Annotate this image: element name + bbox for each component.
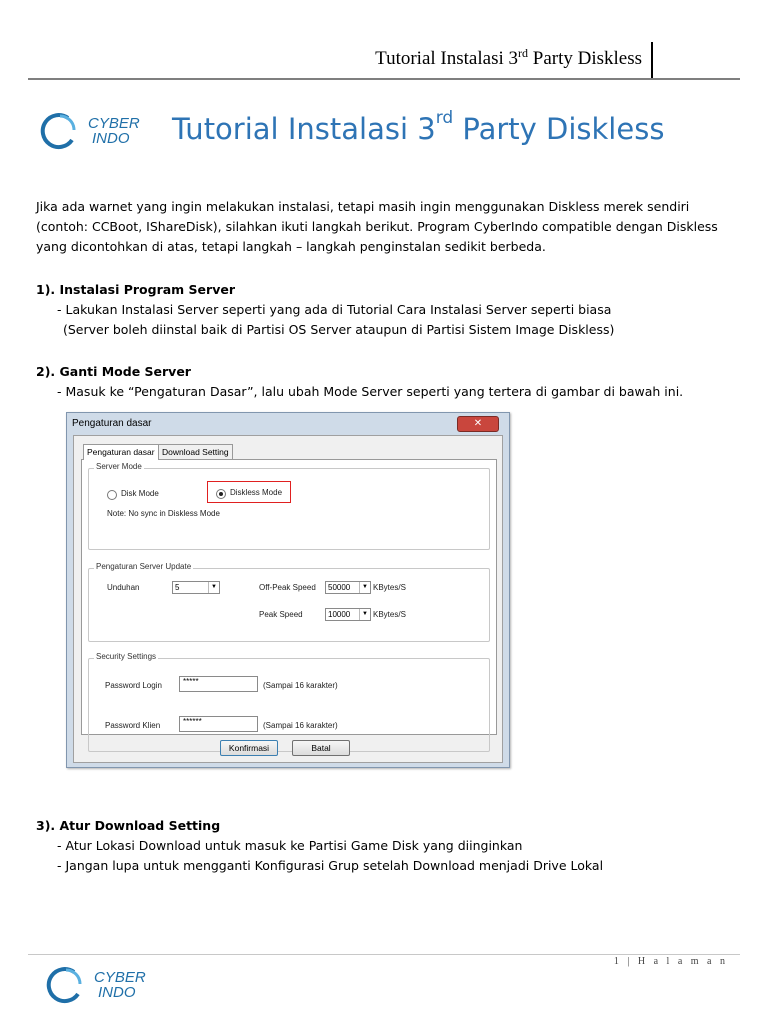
offpeak-unit: KBytes/S — [373, 583, 406, 592]
cancel-button[interactable]: Batal — [292, 740, 350, 756]
document-title: Tutorial Instalasi 3rd Party Diskless — [172, 108, 665, 146]
password-klien-label: Password Klien — [105, 721, 161, 730]
intro-line: Jika ada warnet yang ingin melakukan instalasi, tetapi masih ingin menggunakan Diskless merek sendiri — [36, 199, 690, 214]
section-2-line: - Masuk ke “Pengaturan Dasar”, lalu ubah Mode Server seperti yang tertera di gambar di bawah ini. — [57, 384, 684, 399]
tab-panel — [81, 459, 497, 735]
chevron-down-icon: ▼ — [359, 582, 370, 593]
tab-pengaturan-dasar[interactable]: Pengaturan dasar — [83, 444, 159, 460]
server-update-group — [88, 562, 490, 642]
dialog-title: Pengaturan dasar — [72, 418, 152, 429]
intro-line: yang dicontohkan di atas, tetapi langkah – langkah penginstalan sedikit berbeda. — [36, 239, 546, 254]
header-rule — [28, 78, 740, 80]
section-3-heading: 3). Atur Download Setting — [36, 818, 221, 833]
logo-text-cyber: CYBER — [88, 115, 140, 132]
server-update-label: Pengaturan Server Update — [96, 562, 192, 571]
intro-line: (contoh: CCBoot, IShareDisk), silahkan ikuti langkah berikut. Program CyberIndo compatible dengan Diskless — [36, 219, 718, 234]
section-1-heading: 1). Instalasi Program Server — [36, 282, 235, 297]
server-mode-group — [88, 462, 490, 550]
confirm-button[interactable]: Konfirmasi — [220, 740, 278, 756]
chevron-down-icon: ▼ — [208, 582, 219, 593]
diskless-mode-label: Diskless Mode — [230, 488, 283, 497]
intro-paragraph — [36, 197, 718, 257]
section-2-heading: 2). Ganti Mode Server — [36, 364, 191, 379]
offpeak-speed-select[interactable]: 50000 ▼ — [325, 581, 371, 594]
server-mode-label: Server Mode — [96, 462, 142, 471]
footer-cyberindo-logo — [44, 964, 162, 1004]
tab-download-setting[interactable]: Download Setting — [158, 444, 233, 459]
unduhan-select[interactable]: 5 ▼ — [172, 581, 220, 594]
password-login-field[interactable]: ***** — [179, 676, 258, 692]
peak-speed-label: Peak Speed — [259, 610, 303, 619]
logo-text-cyber: CYBER — [94, 969, 146, 986]
footer-rule — [28, 954, 740, 955]
disk-mode-radio[interactable] — [107, 490, 117, 500]
unduhan-label: Unduhan — [107, 583, 140, 592]
peak-speed-select[interactable]: 10000 ▼ — [325, 608, 371, 621]
settings-dialog — [66, 412, 510, 768]
offpeak-speed-label: Off-Peak Speed — [259, 583, 316, 592]
security-group — [88, 652, 490, 752]
page-number: 1 | H a l a m a n — [613, 956, 728, 967]
diskless-mode-radio[interactable] — [216, 489, 226, 499]
close-button[interactable]: ✕ — [457, 416, 499, 432]
disk-mode-label: Disk Mode — [121, 489, 159, 498]
password-klien-hint: (Sampai 16 karakter) — [263, 721, 338, 730]
section-1-line: - Lakukan Instalasi Server seperti yang ada di Tutorial Cara Instalasi Server seperti biasa — [57, 302, 612, 317]
peak-unit: KBytes/S — [373, 610, 406, 619]
section-3-line: - Jangan lupa untuk mengganti Konfigurasi Grup setelah Download menjadi Drive Lokal — [57, 858, 604, 873]
cyberindo-logo — [38, 110, 156, 150]
header-vertical-rule — [651, 42, 653, 78]
chevron-down-icon: ▼ — [359, 609, 370, 620]
security-label: Security Settings — [96, 652, 157, 661]
section-1-line: (Server boleh diinstal baik di Partisi OS Server ataupun di Partisi Sistem Image Diskless) — [63, 322, 615, 337]
sync-note: Note: No sync in Diskless Mode — [107, 509, 220, 518]
logo-text-indo: INDO — [98, 984, 136, 1001]
password-login-hint: (Sampai 16 karakter) — [263, 681, 338, 690]
logo-text-indo: INDO — [92, 130, 130, 147]
running-header-title: Tutorial Instalasi 3rd Party Diskless — [375, 46, 642, 69]
password-klien-field[interactable]: ****** — [179, 716, 258, 732]
dialog-body — [73, 435, 503, 763]
section-3-line: - Atur Lokasi Download untuk masuk ke Partisi Game Disk yang diinginkan — [57, 838, 523, 853]
password-login-label: Password Login — [105, 681, 162, 690]
